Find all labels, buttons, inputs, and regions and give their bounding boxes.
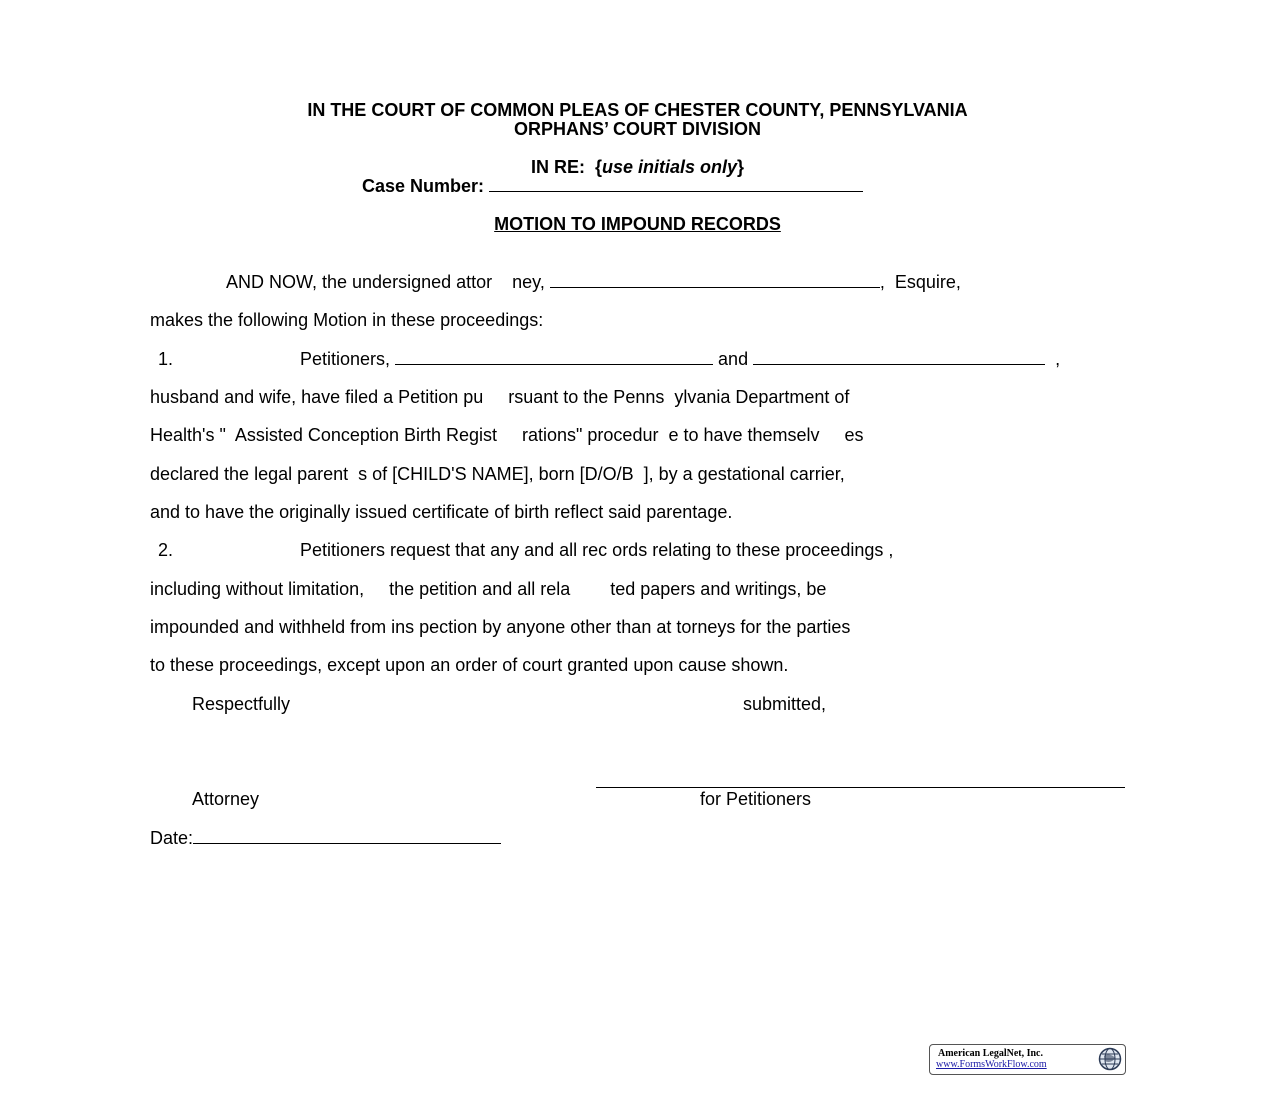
signature-line[interactable] [596,787,1125,788]
globe-icon [1098,1047,1122,1071]
para1-and: and [713,349,754,369]
intro-start: AND NOW, the undersigned attor ney, [226,272,550,292]
para2-line-3: impounded and withheld from ins pection by anyone other than at torneys for the parties [150,617,851,637]
case-number-label: Case Number: [362,176,490,196]
in-re-hint: use initials only [601,157,738,177]
para2-line-2: including without limitation, the petition and all rela ted papers and writings, be [150,579,827,599]
para2-line-1: Petitioners request that any and all rec ords relating to these proceedings , [300,540,894,560]
petitioner-1-blank[interactable] [395,350,713,365]
para2-number: 2. [158,540,174,560]
case-number-line [362,176,863,196]
intro-line-1 [226,272,961,292]
para1-line-2: husband and wife, have filed a Petition pu rsuant to the Penns ylvania Department of [150,387,850,407]
para1-line-4: declared the legal parent s of [CHILD'S NAME], born [D/O/B ], by a gestational carrier, [150,464,845,484]
attorney-name-blank[interactable] [550,273,880,288]
date-blank[interactable] [193,829,501,844]
in-re-close: } [737,157,745,177]
logo-url-link[interactable]: www.FormsWorkFlow.com [936,1059,1047,1070]
document-title: MOTION TO IMPOUND RECORDS [494,214,781,234]
in-re-label: IN RE: { [530,157,602,177]
division-heading: ORPHANS’ COURT DIVISION [513,119,762,139]
submitted-text: submitted, [743,694,827,714]
para1-lead: Petitioners, [300,349,396,369]
date-line [150,828,501,848]
para2-line-4: to these proceedings, except upon an order of court granted upon cause shown. [150,655,789,675]
american-legalnet-logo [929,1044,1126,1075]
intro-end: , Esquire, [879,272,961,292]
respectfully-text: Respectfully [192,694,291,714]
para1-line-3: Health's " Assisted Conception Birth Regist rations" procedur e to have themselv es [150,425,864,445]
date-label: Date: [150,828,194,848]
court-heading: IN THE COURT OF COMMON PLEAS OF CHESTER COUNTY, PENNSYLVANIA [307,100,968,120]
petitioner-2-blank[interactable] [753,350,1045,365]
for-petitioners-label: for Petitioners [700,789,812,809]
para1-comma: , [1045,349,1061,369]
case-number-blank[interactable] [489,177,863,192]
in-re-line [0,157,1275,177]
logo-company-name: American LegalNet, Inc. [938,1048,1043,1059]
attorney-label: Attorney [192,789,260,809]
para1-line-1 [300,349,1060,369]
intro-line-2: makes the following Motion in these proceedings: [150,310,544,330]
para1-line-5: and to have the originally issued certificate of birth reflect said parentage. [150,502,733,522]
para1-number: 1. [158,349,174,369]
